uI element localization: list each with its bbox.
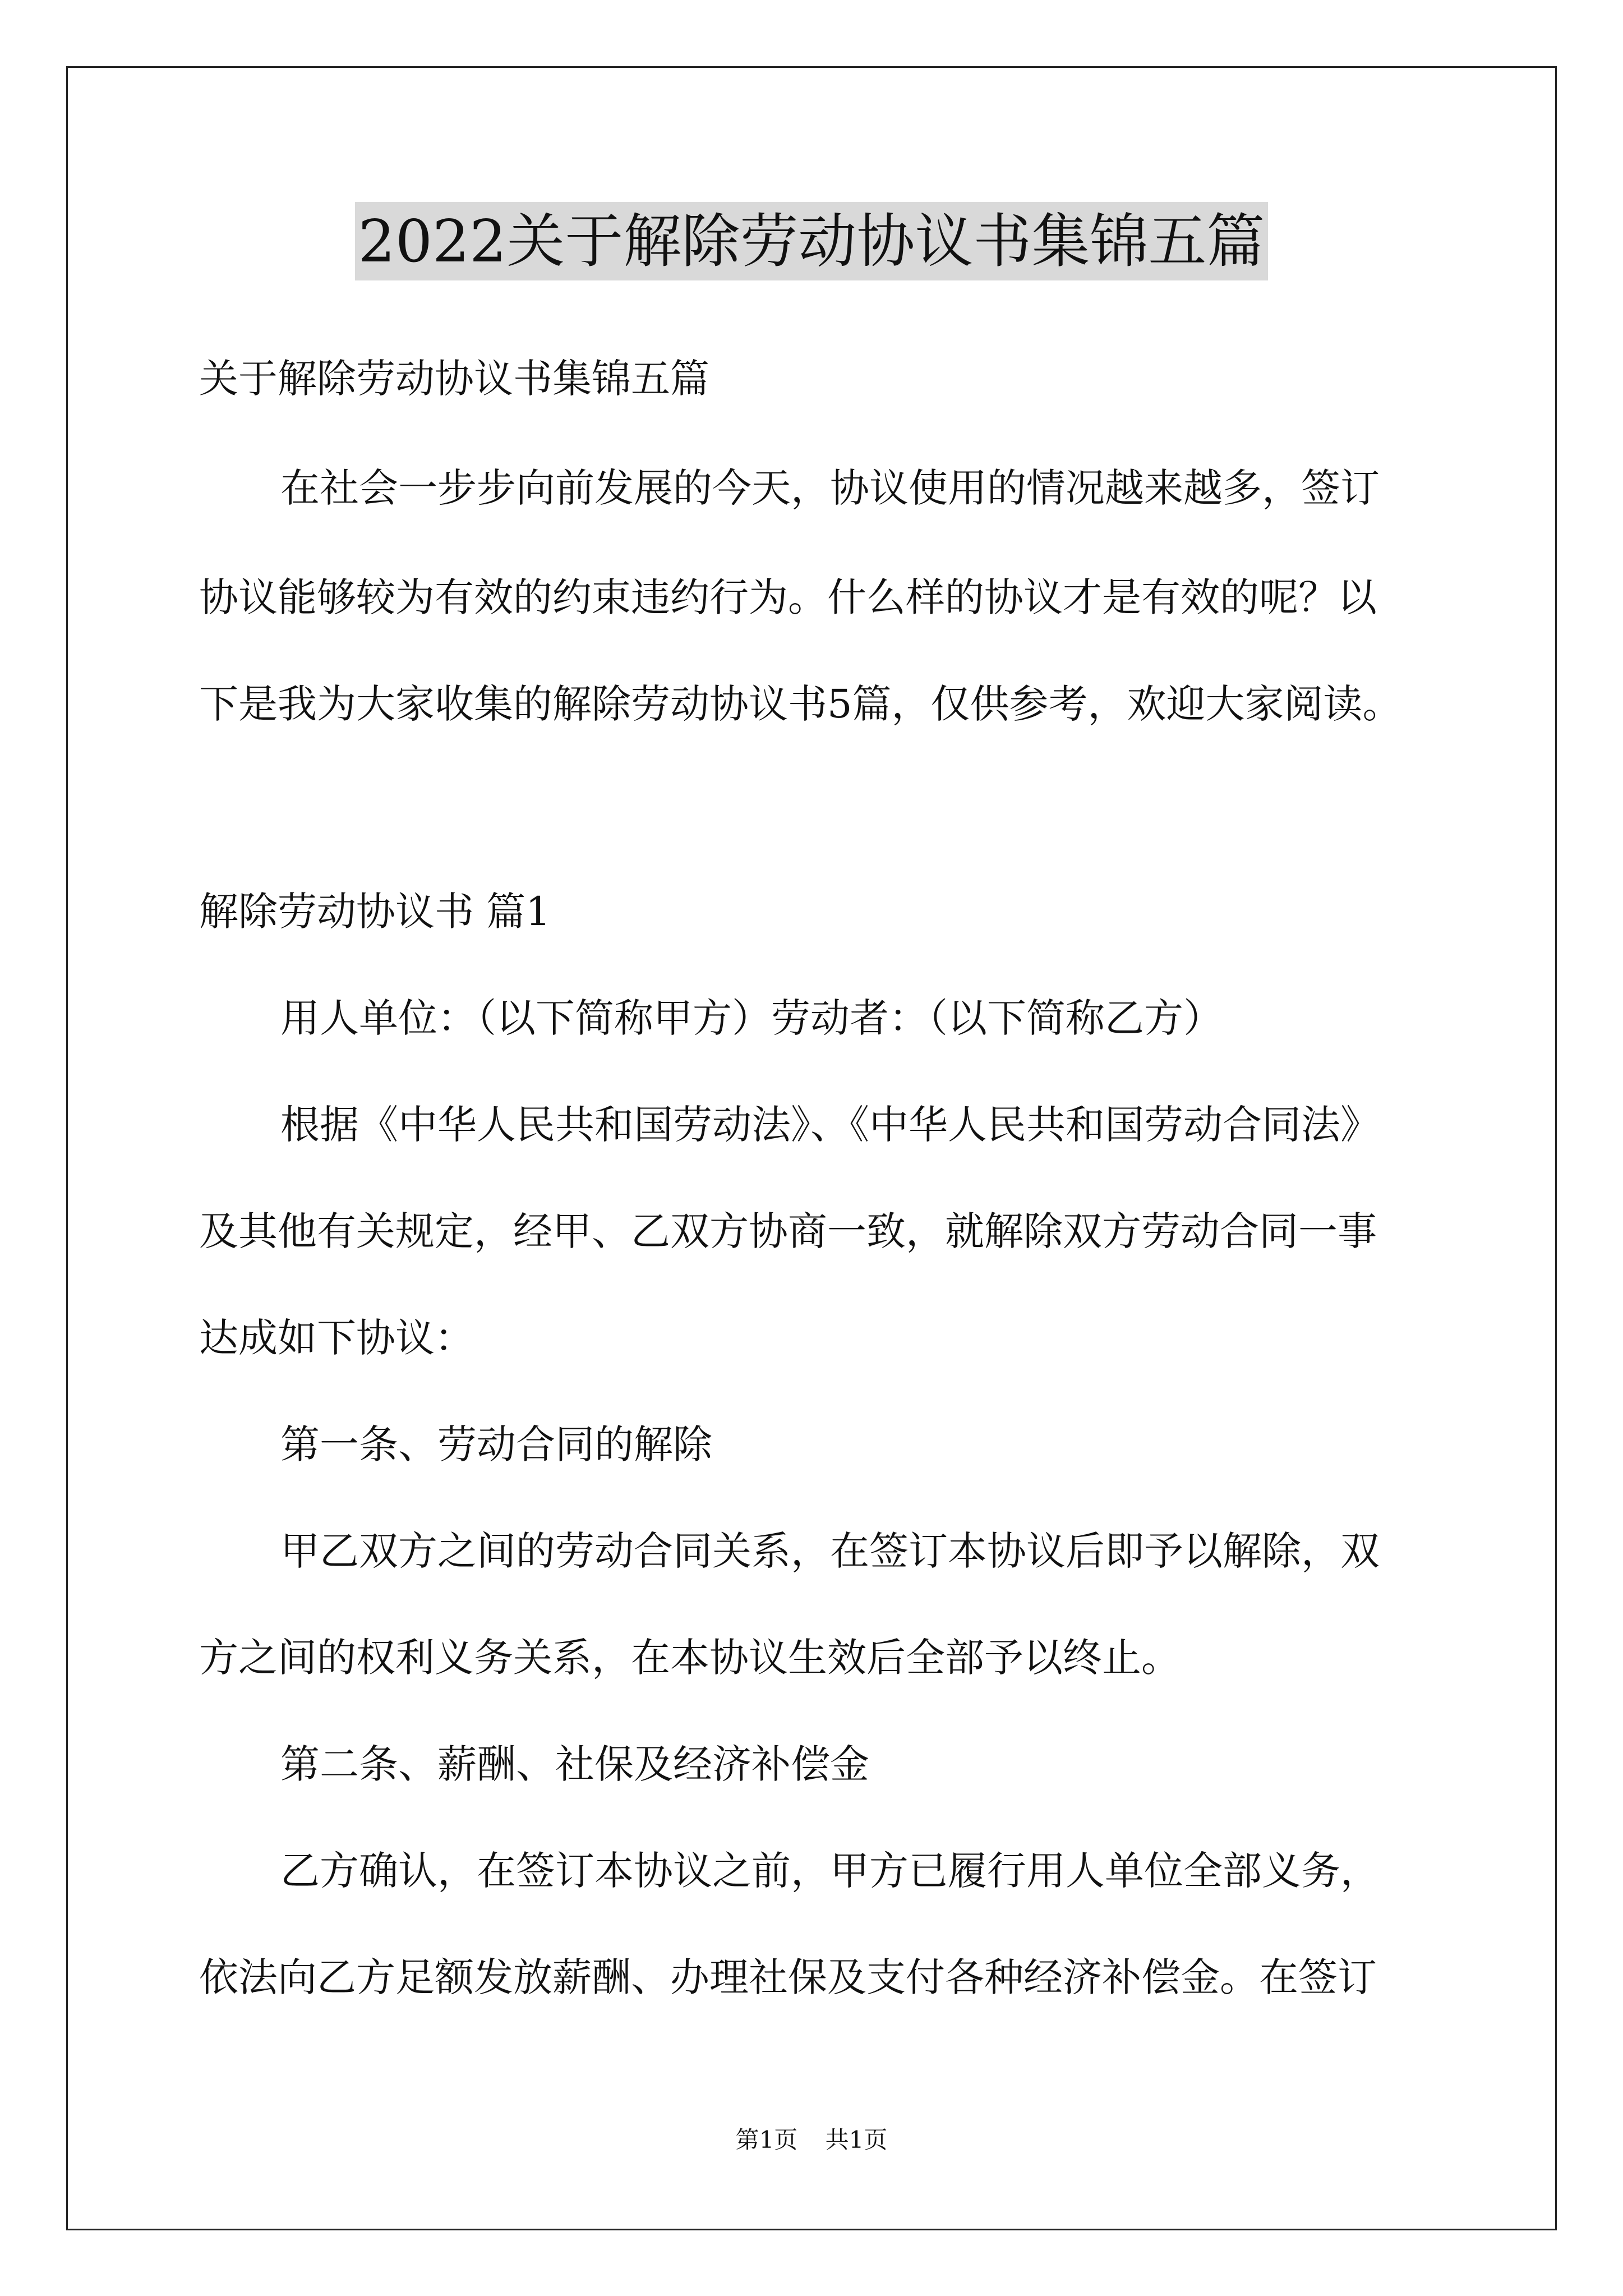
paragraph-line: 乙方确认，在签订本协议之前，甲方已履行用人单位全部义务， <box>280 1848 1380 1894</box>
paragraph-line: 方之间的权利义务关系，在本协议生效后全部予以终止。 <box>199 1635 1181 1681</box>
page-number: 第1页 <box>735 2126 798 2154</box>
paragraph-line: 在社会一步步向前发展的今天，协议使用的情况越来越多，签订 <box>280 465 1380 511</box>
section-heading: 解除劳动协议书 篇1 <box>199 889 551 935</box>
page-footer <box>0 2123 1623 2157</box>
title-container <box>0 202 1623 280</box>
subtitle-line: 关于解除劳动协议书集锦五篇 <box>199 356 709 402</box>
paragraph-line: 及其他有关规定，经甲、乙双方协商一致，就解除双方劳动合同一事 <box>199 1208 1377 1254</box>
paragraph-line: 用人单位：（以下简称甲方）劳动者：（以下简称乙方） <box>280 995 1223 1041</box>
paragraph-line: 达成如下协议： <box>199 1315 474 1361</box>
paragraph-line: 下是我为大家收集的解除劳动协议书5篇，仅供参考，欢迎大家阅读。 <box>199 681 1402 727</box>
page-total: 共1页 <box>825 2126 888 2154</box>
paragraph-line: 甲乙双方之间的劳动合同关系，在签订本协议后即予以解除，双 <box>280 1528 1380 1574</box>
paragraph-line: 协议能够较为有效的约束违约行为。什么样的协议才是有效的呢？以 <box>199 574 1377 620</box>
document-title: 2022关于解除劳动协议书集锦五篇 <box>355 202 1269 280</box>
paragraph-line: 根据《中华人民共和国劳动法》、《中华人民共和国劳动合同法》 <box>280 1102 1380 1148</box>
paragraph-line: 依法向乙方足额发放薪酬、办理社保及支付各种经济补偿金。在签订 <box>199 1954 1377 2000</box>
article-heading: 第二条、薪酬、社保及经济补偿金 <box>280 1741 869 1787</box>
article-heading: 第一条、劳动合同的解除 <box>280 1421 712 1467</box>
